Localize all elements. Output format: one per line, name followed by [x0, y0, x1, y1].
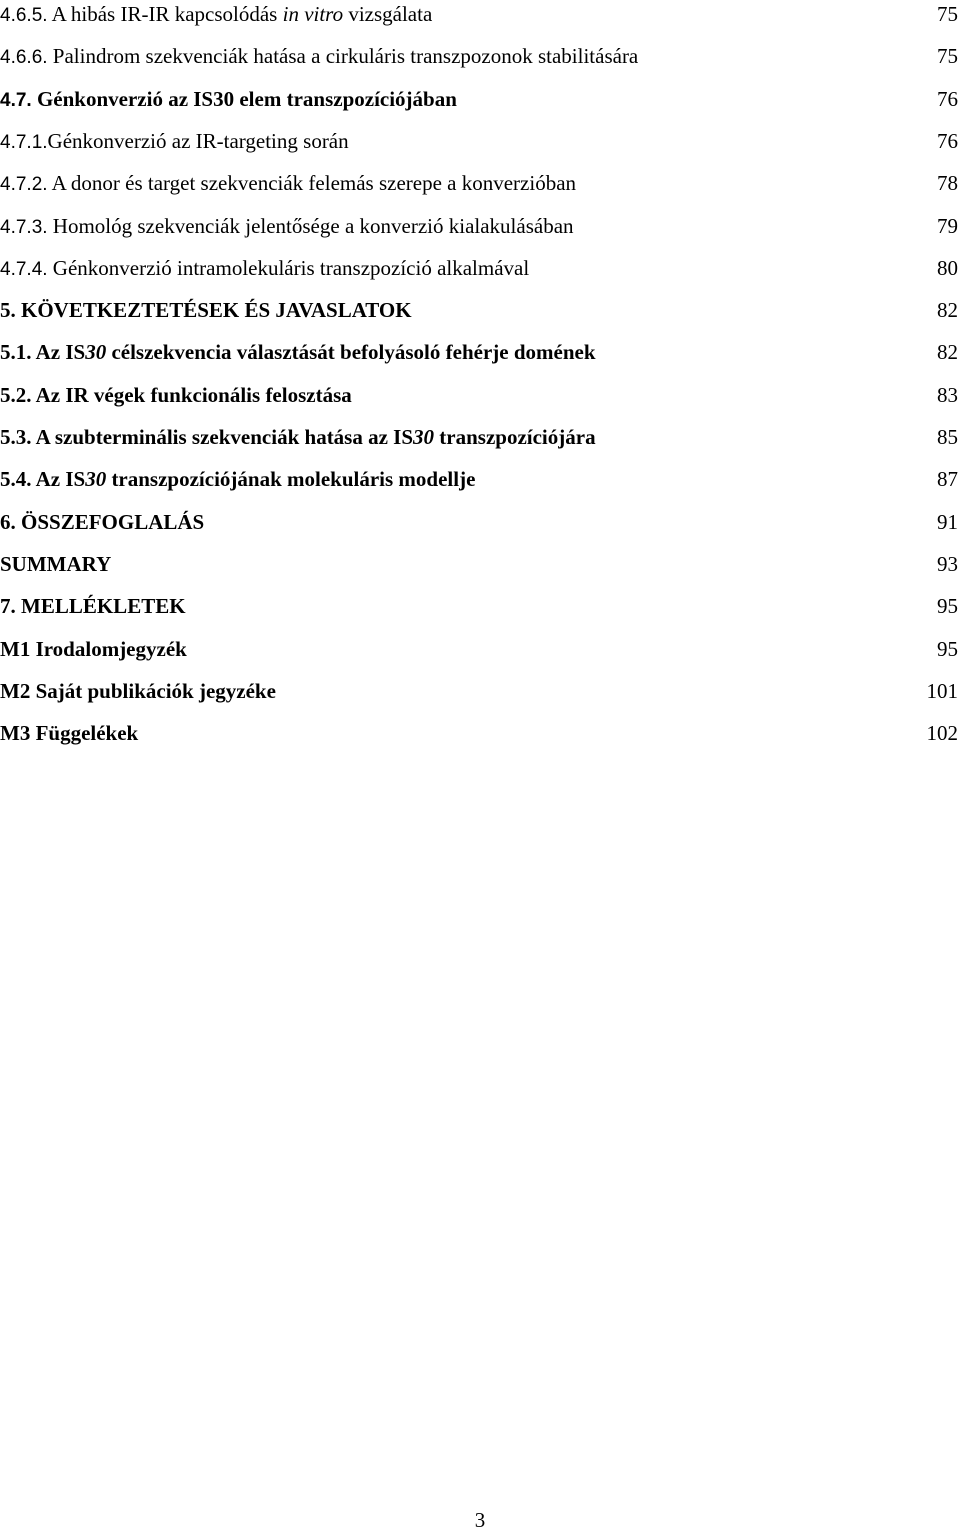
toc-entry-title	[0, 254, 529, 284]
toc-entry-title-part: in vitro	[282, 2, 344, 26]
toc-entry-title-part: 30	[85, 340, 107, 365]
toc-entry-title-part: 5. KÖVETKEZTETÉSEK ÉS JAVASLATOK	[0, 298, 412, 323]
toc-entry-page: 101	[926, 678, 958, 703]
toc-entry-page: 83	[937, 382, 958, 407]
toc-entry-title-part: 7. MELLÉKLETEK	[0, 594, 186, 619]
toc-entry-page: 79	[937, 213, 958, 238]
toc-entry	[0, 592, 960, 622]
toc-entry	[0, 338, 960, 368]
toc-entry-title-part: 30	[85, 467, 107, 492]
toc-entry-number: 4.7.1.	[0, 131, 48, 153]
toc-entry-title-part: M2 Saját publikációk jegyzéke	[0, 678, 276, 703]
toc-entry-title	[0, 508, 204, 536]
toc-entry-page: 80	[937, 255, 958, 280]
toc-entry	[0, 550, 960, 580]
toc-entry-title	[0, 296, 412, 324]
toc-entry-title-part: Génkonverzió az IR-targeting során	[47, 128, 349, 153]
toc-entry	[0, 635, 960, 665]
toc-entry-title	[0, 635, 187, 663]
toc-entry-page: 78	[937, 171, 958, 196]
toc-entry	[0, 212, 960, 242]
toc-entry-page: 75	[937, 44, 958, 69]
toc-entry-page: 82	[937, 340, 958, 365]
toc-entry-title-part: Homológ szekvenciák jelentősége a konverzió kialakulásában	[47, 213, 574, 238]
toc-entry-page: 82	[937, 298, 958, 323]
toc-entry	[0, 169, 960, 199]
toc-entry-title-part: M3 Függelékek	[0, 721, 139, 746]
toc-entry-title-part: 5.4. Az IS	[0, 467, 86, 492]
toc-entry-page: 85	[937, 425, 958, 449]
toc-entry	[0, 423, 960, 453]
toc-entry-title	[0, 127, 349, 157]
toc-entry-page: 95	[937, 636, 958, 661]
toc-entry-title-part: 30	[413, 425, 435, 449]
toc-entry	[0, 677, 960, 707]
toc-entry	[0, 0, 960, 30]
toc-entry-title-part: Palindrom szekvenciák hatása a cirkuláris transzpozonok stabilitására	[47, 44, 639, 69]
toc-entry-title-part: M1 Irodalomjegyzék	[0, 636, 187, 661]
toc-entry-title	[0, 169, 576, 199]
toc-entry-number: 4.7.3.	[0, 216, 48, 238]
toc-entry-title-part: 6. ÖSSZEFOGLALÁS	[0, 509, 205, 534]
toc-entry-title-part: 5.2. Az IR végek funkcionális felosztása	[0, 382, 352, 407]
toc-entry	[0, 719, 960, 749]
toc-entry-page: 87	[937, 467, 958, 492]
toc-entry-number: 4.7.	[0, 89, 32, 111]
toc-entry	[0, 254, 960, 284]
toc-entry-title-part: vizsgálata	[343, 2, 433, 26]
toc-entry-title-part: A hibás IR-IR kapcsolódás	[47, 2, 283, 26]
toc-entry-page: 76	[937, 128, 958, 153]
toc-entry-title	[0, 212, 574, 242]
toc-entry-title-part: Génkonverzió az IS30 elem transzpozíciójában	[31, 86, 457, 111]
toc-entry-title-part: SUMMARY	[0, 551, 112, 576]
toc-entry-page: 102	[926, 721, 958, 746]
toc-entry-title	[0, 465, 475, 493]
toc-entry	[0, 42, 960, 72]
toc-entry-page: 75	[937, 2, 958, 26]
toc-entry-title	[0, 719, 138, 747]
toc-entry-title-part: transzpozíciójának molekuláris modellje	[106, 467, 476, 492]
toc-entry-title	[0, 85, 457, 115]
toc-entry-title-part: 5.1. Az IS	[0, 340, 86, 365]
toc-entry-title	[0, 550, 111, 578]
toc-entry-page: 76	[937, 86, 958, 111]
toc-entry-number: 4.7.4.	[0, 258, 48, 280]
toc-entry-number: 4.7.2.	[0, 174, 48, 196]
toc-entry	[0, 508, 960, 538]
toc-entry-title	[0, 592, 186, 620]
toc-entry-number: 4.6.6.	[0, 47, 48, 69]
toc-entry-title	[0, 338, 596, 366]
toc-entry-title-part: Génkonverzió intramolekuláris transzpozíció alkalmával	[47, 255, 530, 280]
toc-entry-title	[0, 42, 638, 72]
toc-entry-title	[0, 0, 432, 30]
toc-entry-title-part: 5.3. A szubterminális szekvenciák hatása az IS	[0, 425, 414, 449]
toc-entry	[0, 296, 960, 326]
toc-entry-title	[0, 381, 352, 409]
toc-entry	[0, 127, 960, 157]
toc-entry-page: 93	[937, 551, 958, 576]
toc-entry-page: 91	[937, 509, 958, 534]
toc-entry-page: 95	[937, 594, 958, 619]
toc-entry-title-part: transzpozíciójára	[434, 425, 596, 449]
toc-entry	[0, 381, 960, 411]
toc-entry	[0, 465, 960, 495]
page-number: 3	[474, 1508, 486, 1532]
toc-entry-title	[0, 677, 276, 705]
toc-entry-title-part: célszekvencia választását befolyásoló fehérje domének	[106, 340, 596, 365]
toc-entry-title	[0, 423, 596, 451]
toc-entry-title-part: A donor és target szekvenciák felemás szerepe a konverzióban	[47, 171, 577, 196]
toc-entry	[0, 85, 960, 115]
toc-entry-number: 4.6.5.	[0, 5, 48, 26]
